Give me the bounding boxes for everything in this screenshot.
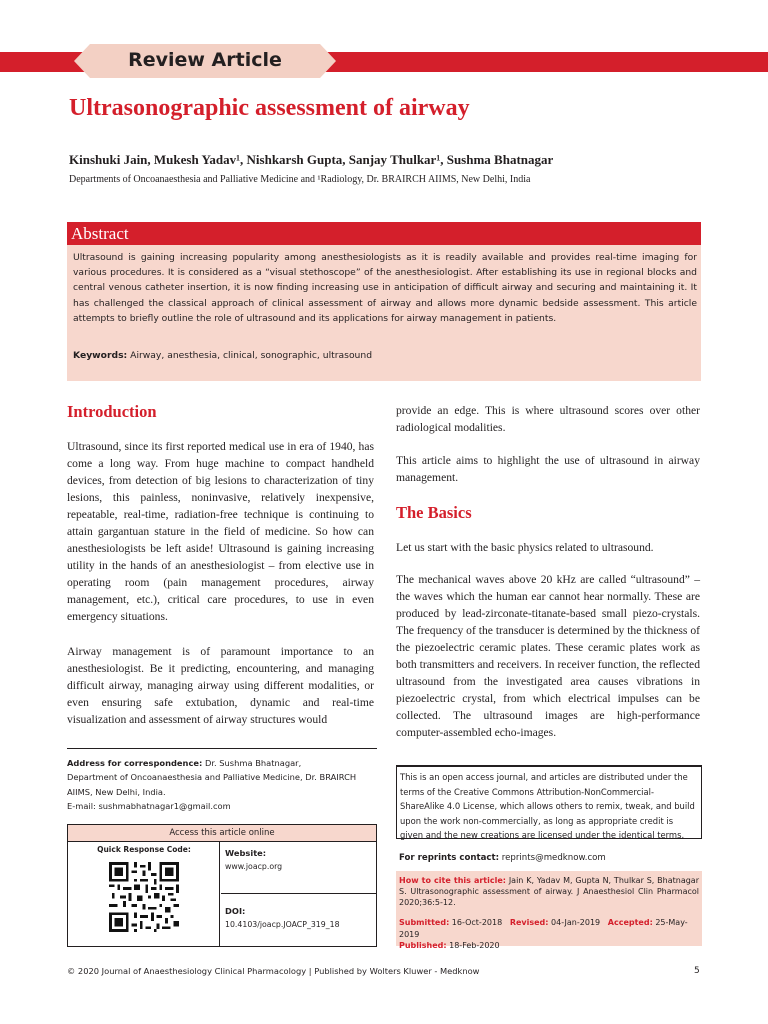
section-heading-basics: The Basics bbox=[396, 503, 472, 522]
keywords-label: Keywords: bbox=[73, 350, 128, 361]
website-cell bbox=[221, 842, 376, 894]
website-link[interactable]: www.joacp.org bbox=[225, 862, 283, 871]
correspondence-email[interactable]: E-mail: sushmabhatnagar1@gmail.com bbox=[67, 801, 231, 812]
author-list: Kinshuki Jain, Mukesh Yadav¹, Nishkarsh Gupta, Sanjay Thulkar¹, Sushma Bhatnagar bbox=[69, 152, 554, 167]
qr-label: Quick Response Code: bbox=[97, 845, 191, 854]
body-paragraph: The mechanical waves above 20 kHz are called “ultrasound” – the waves which the human ear cannot hear normally. These are produced by lead-zirconate-titanate-based small piezo-crystals. The frequency of the transducer is determined by the thickness of the piezoelectric ceramic plates. These ceramic plates work as both transmitters and receivers. In receiver function, the reflected ultrasound from the investigated area causes vibrations in piezoelectric crystal, from which electrical impulses can be collected. The ultrasound images are high-performance computer-assembled echo-images. bbox=[396, 573, 700, 739]
citation-label: How to cite this article: bbox=[399, 876, 506, 885]
reprints-contact bbox=[399, 853, 606, 863]
abstract-heading: Abstract bbox=[71, 224, 129, 243]
open-access-text: This is an open access journal, and articles are distributed under the terms of the Creative Commons Attribution-NonCommercial-ShareAlike 4.0 License, which allows others to remix, tweak, and build upon the work non-commercially, as long as appropriate credit is given and the new creations are licensed under the identical terms. bbox=[400, 772, 695, 841]
doi-value[interactable]: 10.4103/joacp.JOACP_319_18 bbox=[225, 920, 340, 929]
keywords bbox=[73, 350, 372, 361]
footer-copyright: © 2020 Journal of Anaesthesiology Clinical Pharmacology | Published by Wolters Kluwer - Medknow bbox=[67, 966, 480, 976]
submitted-label: Submitted: bbox=[399, 918, 450, 927]
page-number: 5 bbox=[694, 966, 700, 976]
accepted-date: 25-May-2019 bbox=[399, 918, 688, 939]
published-label: Published: bbox=[399, 941, 447, 951]
doi-label: DOI: bbox=[225, 906, 246, 916]
article-type-label: Review Article bbox=[128, 49, 282, 71]
divider bbox=[67, 748, 377, 749]
accepted-label: Accepted: bbox=[607, 918, 653, 927]
doi-cell bbox=[221, 895, 376, 947]
keywords-list: Airway, anesthesia, clinical, sonographic, ultrasound bbox=[127, 350, 373, 361]
open-access-notice bbox=[396, 765, 702, 839]
correspondence-line: Department of Oncoanaesthesia and Palliative Medicine, Dr. BRAIRCH bbox=[67, 772, 357, 783]
correspondence-address bbox=[67, 756, 356, 814]
article-title: Ultrasonographic assessment of airway bbox=[69, 95, 470, 121]
revised-date: 04-Jan-2019 bbox=[548, 918, 601, 927]
access-heading: Access this article online bbox=[68, 825, 376, 842]
correspondence-label: Address for correspondence: bbox=[67, 758, 203, 768]
published-date: 18-Feb-2020 bbox=[446, 941, 500, 951]
citation-box bbox=[396, 871, 702, 951]
reprints-label: For reprints contact: bbox=[399, 853, 500, 863]
abstract-text: Ultrasound is gaining increasing popularity among anesthesiologists as it is readily available and provides real-time imaging for various procedures. It is considered as a “visual stethoscope” of the anesthesiologist. After establishing its use in regional blocks and central venous catheter insertion, it is now finding increasing use in anticipation of difficult airway and securing and maintaining it. It has challenged the classical approach of clinical assessment of airway and allows more dynamic bedside assessment. This article attempts to briefly outline the role of ultrasound and its applications for airway management in patients. bbox=[73, 252, 697, 324]
qr-cell bbox=[68, 842, 220, 946]
body-paragraph: This article aims to highlight the use of ultrasound in airway management. bbox=[396, 454, 700, 484]
correspondence-name: Dr. Sushma Bhatnagar, bbox=[202, 758, 302, 768]
correspondence-line: AIIMS, New Delhi, India. bbox=[67, 786, 166, 797]
citation bbox=[399, 875, 699, 909]
body-paragraph: Airway management is of paramount importance to an anesthesiologist. Be it predicting, encountering, and managing difficult airway, managing airway using different modalities, or even ensuring safe extubation, dynamic and real-time visualization and assessment of airway structures would bbox=[67, 645, 374, 726]
affiliation: Departments of Oncoanaesthesia and Palliative Medicine and ¹Radiology, Dr. BRAIRCH AIIMS, New Delhi, India bbox=[69, 174, 531, 185]
citation-text: Jain K, Yadav M, Gupta N, Thulkar S, Bhatnagar S. Ultrasonographic assessment of airway. J Anaesthesiol Clin Pharmacol 2020;36:5-12. bbox=[399, 876, 699, 908]
qr-code-icon bbox=[109, 862, 179, 932]
abstract-header bbox=[67, 222, 701, 245]
access-online-box bbox=[67, 824, 377, 947]
article-dates bbox=[399, 917, 699, 952]
body-paragraph: provide an edge. This is where ultrasound scores over other radiological modalities. bbox=[396, 404, 700, 434]
section-heading-introduction: Introduction bbox=[67, 402, 157, 421]
body-paragraph: Let us start with the basic physics related to ultrasound. bbox=[396, 541, 654, 554]
website-label: Website: bbox=[225, 848, 267, 858]
revised-label: Revised: bbox=[509, 918, 549, 927]
abstract-box bbox=[67, 222, 701, 381]
submitted-date: 16-Oct-2018 bbox=[449, 918, 503, 927]
body-paragraph: Ultrasound, since its first reported medical use in era of 1940, has come a long way. From huge machine to compact handheld devices, from detection of big lesions to characterization of tiny lesions, this painless, noninvasive, relatively inexpensive, repeatable, real-time, radiation-free technique is continuing to attain gargantuan stature in the field of medicine. So how can anesthesiologists be left aside! Ultrasound is gaining increasing utility in the hands of an anesthesiologist – from elective use in operating room (pain management procedures, airway management, etc.), critical care procedures, to use in even emergency situations. bbox=[67, 440, 374, 623]
reprints-email[interactable]: reprints@medknow.com bbox=[499, 853, 606, 863]
